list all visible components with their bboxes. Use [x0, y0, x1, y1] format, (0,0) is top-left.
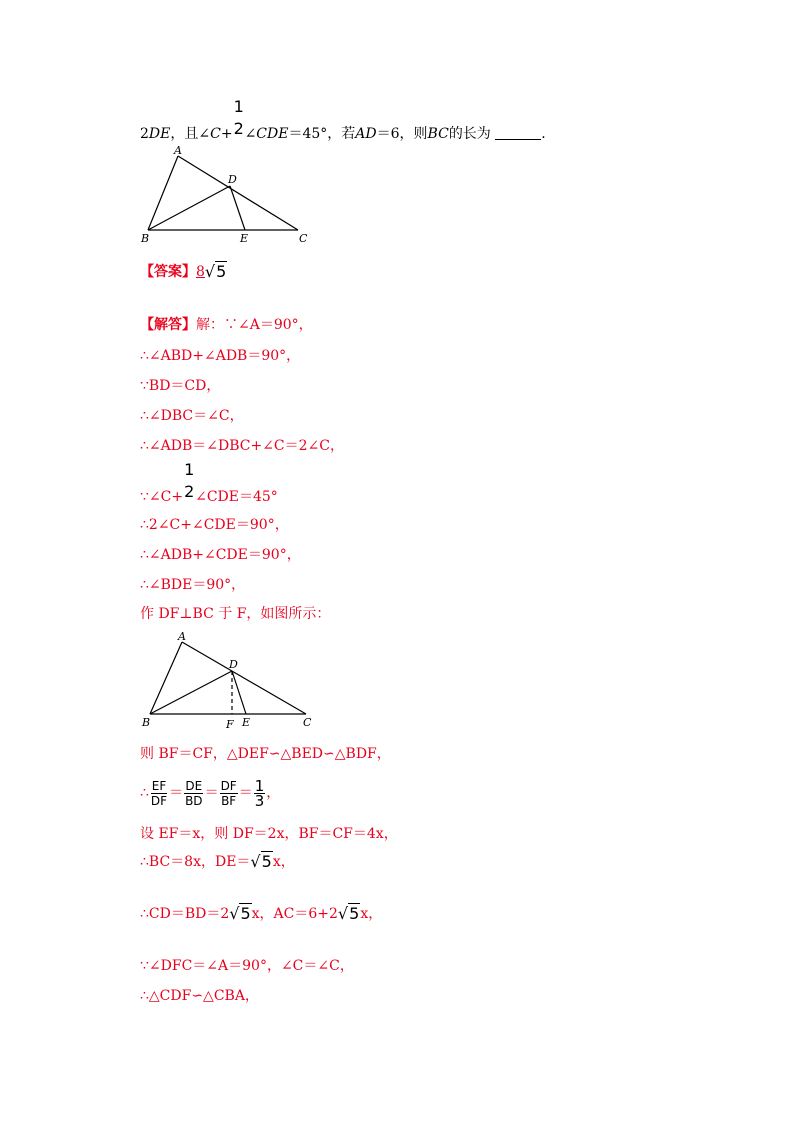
solution-line-4: ∴∠DBC＝∠C， [140, 408, 244, 424]
equals: ＝ [204, 785, 219, 801]
solution-line-3: ∵BD＝CD， [140, 378, 221, 394]
label-c: C [299, 232, 308, 245]
fraction-num: 1 [254, 776, 265, 795]
solution-line-5: ∴∠ADB＝∠DBC+∠C＝2∠C， [140, 438, 344, 454]
text-plus: + [220, 126, 233, 142]
fraction-num: 1 [184, 460, 195, 479]
sqrt-icon: √5 [250, 852, 272, 871]
answer-value: 8 [196, 264, 205, 280]
label-b: B [141, 232, 150, 245]
radicand: 5 [240, 904, 251, 923]
text-2: 2 [140, 126, 149, 142]
radicand: 5 [261, 852, 272, 871]
label-b: B [142, 716, 151, 729]
label-a: A [178, 630, 186, 643]
text-period: . [541, 126, 546, 142]
answer-line [140, 263, 227, 281]
solution-tag: 【解答】 [140, 317, 196, 333]
fraction-den: DF [150, 793, 168, 808]
label-a: A [174, 144, 182, 157]
solution-line-11: 则 BF＝CF，△DEF∽△BED∽△BDF， [140, 746, 391, 762]
solution-step: x， [360, 906, 383, 922]
triangle-figure-2 [136, 626, 326, 736]
fraction-num: 1 [233, 97, 244, 116]
answer-tag: 【答案】 [140, 264, 196, 280]
fraction-num: EF [151, 778, 167, 793]
solution-line-14 [140, 853, 295, 871]
fraction-de-bd [184, 779, 203, 808]
solution-line-17: ∴△CDF∽△CBA， [140, 988, 259, 1004]
triangle-figure-1 [136, 142, 316, 248]
solution-step: ∴BC＝8x，DE＝ [140, 854, 251, 870]
solution-line-8: ∴∠ADB+∠CDE＝90°， [140, 547, 301, 563]
text-angle: ∠ [244, 126, 257, 142]
label-c: C [303, 716, 312, 729]
solution-line-15 [140, 905, 382, 923]
text-ad-val: ＝6，则 [376, 126, 428, 142]
fraction-half [233, 97, 245, 138]
solution-step: ∵∠C+ [140, 489, 184, 505]
sqrt-icon: √5 [337, 904, 360, 923]
solution-step: ∴ [140, 785, 149, 801]
sqrt-icon: √5 [204, 262, 227, 281]
fraction-den: 3 [254, 791, 265, 810]
solution-line-10: 作 DF⊥BC 于 F，如图所示： [140, 606, 331, 622]
equals: ＝ [169, 785, 184, 801]
solution-step: x， [272, 854, 295, 870]
fraction-den: 2 [233, 119, 244, 138]
problem-line [140, 97, 546, 143]
solution-line-2: ∴∠ABD+∠ADB＝90°， [140, 348, 301, 364]
label-d: D [229, 658, 238, 671]
solution-step: x，AC＝6+2 [251, 906, 338, 922]
fraction-num: DE [185, 778, 203, 793]
solution-line-9: ∴∠BDE＝90°， [140, 577, 246, 593]
equals: ＝ [238, 785, 253, 801]
label-f: F [226, 718, 234, 731]
text-cde: CDE [256, 126, 289, 142]
label-e: E [242, 716, 251, 729]
fraction-den: 2 [184, 482, 195, 501]
label-d: D [228, 173, 237, 186]
radicand: 5 [349, 904, 360, 923]
solution-line-6 [140, 460, 278, 506]
solution-step: ∴CD＝BD＝2 [140, 906, 230, 922]
fraction-df-bf [220, 779, 238, 808]
fraction-num: DF [220, 778, 237, 793]
fraction-ef-df [150, 779, 168, 808]
solution-step: ∠CDE＝45° [195, 489, 278, 505]
fraction-one-third [254, 776, 266, 810]
solution-step: ， [266, 785, 281, 801]
solution-line-13: 设 EF＝x，则 DF＝2x，BF＝CF＝4x， [140, 826, 398, 842]
solution-line-1 [140, 316, 313, 334]
label-e: E [240, 232, 249, 245]
solution-line-16: ∵∠DFC＝∠A＝90°，∠C＝∠C， [140, 958, 354, 974]
text-bc: BC [427, 126, 449, 142]
fraction-den: BF [221, 793, 237, 808]
text-c: C [210, 126, 221, 142]
text-de: DE [148, 126, 171, 142]
text-ad: AD [355, 126, 377, 142]
fraction-den: BD [185, 793, 203, 808]
answer-radicand: 5 [216, 262, 227, 281]
text-and: ，且∠ [170, 126, 211, 142]
solution-line-12 [140, 778, 280, 808]
solution-step: 解：∵∠A＝90°， [196, 317, 313, 333]
answer-blank [495, 127, 541, 140]
text-eq: ＝45°，若 [288, 126, 356, 142]
solution-line-7: ∴2∠C+∠CDE＝90°， [140, 517, 289, 533]
fraction-half-2 [183, 460, 195, 501]
text-end: 的长为 [448, 126, 491, 142]
sqrt-icon: √5 [229, 904, 251, 923]
